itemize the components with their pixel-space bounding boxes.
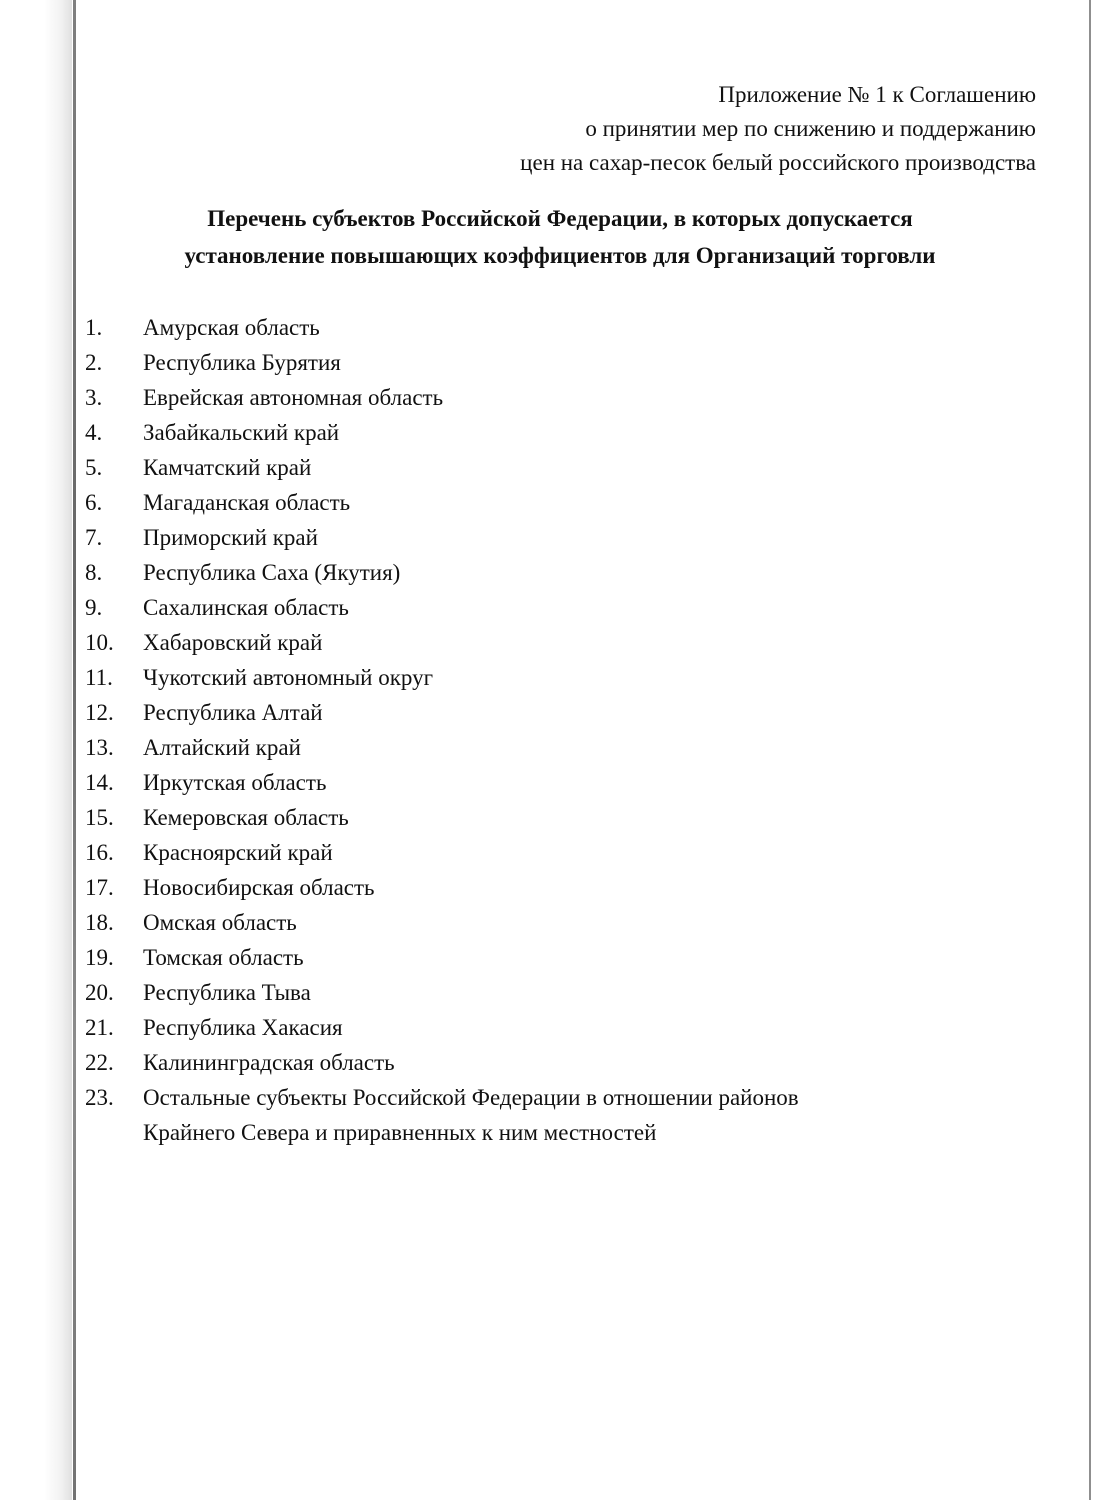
appendix-header: [520, 78, 1036, 180]
item-text: [143, 1010, 1065, 1045]
list-item: [85, 975, 1065, 1010]
item-text-line: Красноярский край: [143, 840, 333, 865]
list-item: [85, 1010, 1065, 1045]
item-text: [143, 765, 1065, 800]
item-number: 23.: [85, 1085, 114, 1110]
list-item: [85, 1080, 1065, 1150]
item-text-line: Томская область: [143, 945, 304, 970]
item-text-line: Еврейская автономная область: [143, 385, 444, 410]
list-item: [85, 415, 1065, 450]
item-text-line: Сахалинская область: [143, 595, 349, 620]
item-number: 15.: [85, 805, 114, 830]
item-number: 9.: [85, 595, 103, 620]
item-text-line: Республика Тыва: [143, 980, 311, 1005]
item-text-line: Республика Хакасия: [143, 1015, 343, 1040]
item-number: 14.: [85, 770, 114, 795]
list-item: [85, 520, 1065, 555]
item-text-line: Омская область: [143, 910, 297, 935]
item-text: [143, 625, 1065, 660]
item-text-line: Кемеровская область: [143, 805, 349, 830]
item-text: [143, 310, 1065, 345]
item-text-line: Камчатский край: [143, 455, 312, 480]
appendix-header-line: цен на сахар-песок белый российского производства: [520, 150, 1036, 175]
list-item: [85, 345, 1065, 380]
document-title: [60, 200, 1060, 274]
item-number: 4.: [85, 420, 103, 445]
item-number: 13.: [85, 735, 114, 760]
list-item: [85, 310, 1065, 345]
item-text-line: Новосибирская область: [143, 875, 375, 900]
item-text: [143, 800, 1065, 835]
list-item: [85, 1045, 1065, 1080]
region-list: [85, 310, 1065, 1150]
item-text: [143, 870, 1065, 905]
item-text-line: Приморский край: [143, 525, 318, 550]
list-item: [85, 450, 1065, 485]
item-text-line: Магаданская область: [143, 490, 351, 515]
item-number: 21.: [85, 1015, 114, 1040]
item-number: 17.: [85, 875, 114, 900]
item-text-line: Иркутская область: [143, 770, 327, 795]
item-number: 8.: [85, 560, 103, 585]
list-item: [85, 765, 1065, 800]
item-text: [143, 975, 1065, 1010]
item-text: [143, 345, 1065, 380]
item-number: 16.: [85, 840, 114, 865]
list-item: [85, 590, 1065, 625]
item-text: [143, 555, 1065, 590]
list-item: [85, 695, 1065, 730]
item-text-line: Республика Бурятия: [143, 350, 341, 375]
item-text: [143, 520, 1065, 555]
item-text-line: Забайкальский край: [143, 420, 340, 445]
item-text: [143, 835, 1065, 870]
item-number: 18.: [85, 910, 114, 935]
item-number: 22.: [85, 1050, 114, 1075]
item-number: 6.: [85, 490, 103, 515]
item-text-line: Крайнего Севера и приравненных к ним местностей: [143, 1120, 657, 1145]
item-number: 20.: [85, 980, 114, 1005]
item-number: 19.: [85, 945, 114, 970]
item-text-line: Калининградская область: [143, 1050, 395, 1075]
item-number: 2.: [85, 350, 103, 375]
list-item: [85, 660, 1065, 695]
list-item: [85, 485, 1065, 520]
item-text: [143, 1045, 1065, 1080]
list-item: [85, 870, 1065, 905]
item-text-line: Чукотский автономный округ: [143, 665, 434, 690]
list-item: [85, 905, 1065, 940]
item-text: [143, 695, 1065, 730]
item-text-line: Остальные субъекты Российской Федерации в отношении районов: [143, 1085, 799, 1110]
item-text: [143, 660, 1065, 695]
item-text: [143, 415, 1065, 450]
item-number: 1.: [85, 315, 103, 340]
item-number: 5.: [85, 455, 103, 480]
appendix-header-line: Приложение № 1 к Соглашению: [718, 82, 1036, 107]
item-number: 11.: [85, 665, 113, 690]
item-number: 3.: [85, 385, 103, 410]
item-text-line: Амурская область: [143, 315, 320, 340]
item-text: [143, 590, 1065, 625]
item-text: [143, 450, 1065, 485]
item-text: [143, 730, 1065, 765]
item-number: 12.: [85, 700, 114, 725]
document-title-line: Перечень субъектов Российской Федерации, в которых допускается: [207, 206, 913, 231]
scan-edge-right: [1089, 0, 1091, 1500]
item-number: 7.: [85, 525, 103, 550]
list-item: [85, 730, 1065, 765]
item-text: [143, 905, 1065, 940]
list-item: [85, 380, 1065, 415]
item-number: 10.: [85, 630, 114, 655]
list-item: [85, 555, 1065, 590]
item-text: [143, 940, 1065, 975]
item-text-line: Хабаровский край: [143, 630, 323, 655]
item-text-line: Алтайский край: [143, 735, 301, 760]
list-item: [85, 835, 1065, 870]
item-text-line: Республика Саха (Якутия): [143, 560, 401, 585]
list-item: [85, 800, 1065, 835]
appendix-header-line: о принятии мер по снижению и поддержанию: [585, 116, 1036, 141]
item-text: [143, 380, 1065, 415]
item-text: [143, 485, 1065, 520]
list-item: [85, 940, 1065, 975]
document-title-line: установление повышающих коэффициентов для Организаций торговли: [184, 243, 936, 268]
list-item: [85, 625, 1065, 660]
item-text: [143, 1080, 1065, 1150]
item-text-line: Республика Алтай: [143, 700, 323, 725]
